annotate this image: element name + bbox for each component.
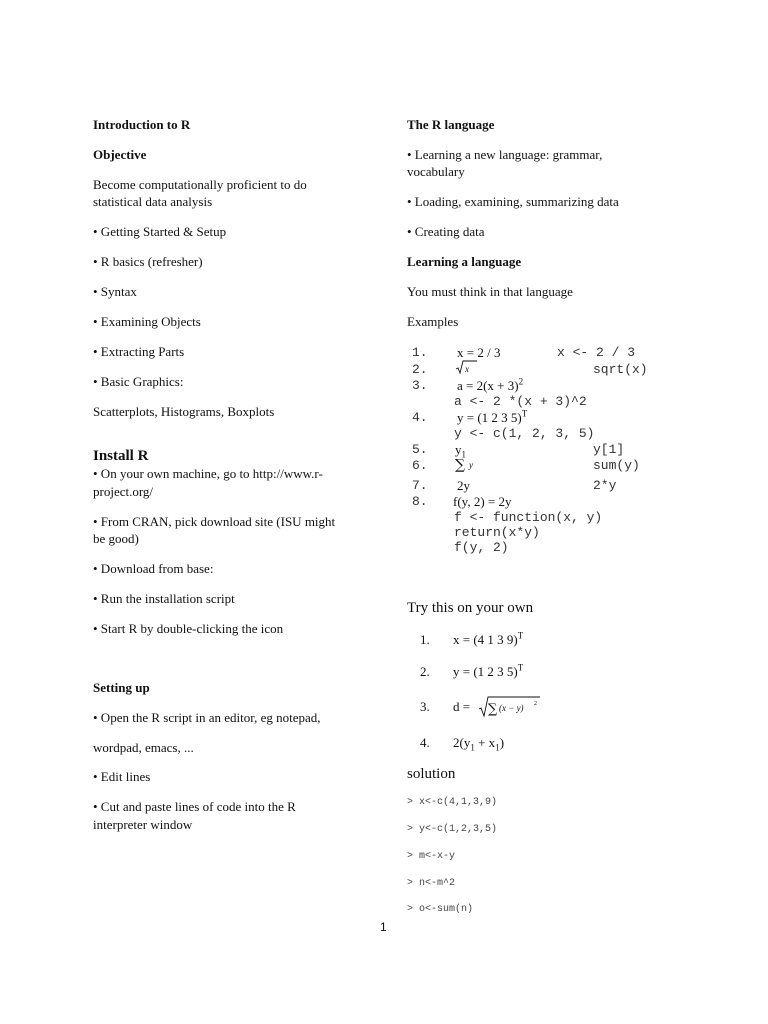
example-number: 8. [412, 494, 428, 509]
lang-bullet-3: • Creating data [407, 224, 485, 239]
example-number: 7. [412, 478, 428, 493]
bullet-item: • Syntax [93, 284, 137, 299]
sqrt-x-formula [455, 359, 479, 379]
example-math: $y_1$ [455, 442, 466, 460]
try-heading: Try this on your own [407, 600, 534, 616]
example-code: f(y, 2) [454, 540, 509, 555]
install-step-1-cont: project.org/ [93, 484, 154, 499]
exercise-number: 3. [420, 699, 430, 714]
setup-step-2: • Edit lines [93, 769, 151, 784]
svg-text:∑: ∑ [488, 702, 498, 717]
code-line: > o<-sum(n) [407, 904, 474, 915]
exercise: d = [453, 699, 471, 714]
example-number: 2. [412, 362, 428, 377]
install-heading: Install R [93, 448, 149, 464]
setup-step-3-cont: interpreter window [93, 817, 193, 832]
example-math: x = 2 / 3 [457, 345, 501, 360]
example-code: sum(y) [593, 458, 640, 473]
svg-text:x: x [465, 364, 469, 374]
example-code: 2*y [593, 478, 617, 493]
example-math: y = (1 2 3 5)$^T$ [457, 408, 528, 425]
example-code: a <- 2 *(x + 3)^2 [454, 394, 587, 409]
graphics-types: Scatterplots, Histograms, Boxplots [93, 404, 275, 419]
objective-text-line1: Become computationally proficient to do [93, 177, 307, 192]
bullet-item: • Getting Started & Setup [93, 224, 227, 239]
exercise-number: 2. [420, 664, 430, 679]
install-step-1: • On your own machine, go to http://www.r- [93, 466, 323, 481]
distance-formula [478, 694, 544, 724]
exercise: x = (4 1 3 9)$^T$ [453, 630, 524, 647]
setup-step-3: • Cut and paste lines of code into the R [93, 799, 296, 814]
bullet-item: • Extracting Parts [93, 344, 185, 359]
example-math: 2y [457, 478, 470, 493]
svg-text:(x − y): (x − y) [499, 703, 524, 713]
install-step-3: • Download from base: [93, 561, 214, 576]
setup-step-1: • Open the R script in an editor, eg notepad, [93, 710, 321, 725]
example-math: f(y, 2) = 2y [453, 494, 512, 509]
install-step-4: • Run the installation script [93, 591, 235, 606]
exercise-number: 1. [420, 632, 430, 647]
page-title: Introduction to R [93, 117, 191, 132]
bullet-item: • Basic Graphics: [93, 374, 184, 389]
bullet-item: • Examining Objects [93, 314, 201, 329]
code-line: > m<-x-y [407, 851, 456, 862]
example-number: 4. [412, 410, 428, 425]
lang-bullet-1-cont: vocabulary [407, 164, 465, 179]
lang-bullet-2: • Loading, examining, summarizing data [407, 194, 619, 209]
exercise: y = (1 2 3 5)$^T$ [453, 662, 524, 679]
page-number: 1 [380, 920, 387, 934]
think-text: You must think in that language [407, 284, 573, 299]
example-number: 1. [412, 345, 428, 360]
example-math: $a = 2(x + 3)^2$ [457, 376, 524, 393]
learning-heading: Learning a language [407, 254, 522, 269]
example-number: 5. [412, 442, 428, 457]
install-step-5: • Start R by double-clicking the icon [93, 621, 284, 636]
lang-bullet-1: • Learning a new language: grammar, [407, 147, 603, 162]
solution-label: solution [407, 766, 456, 782]
code-line: > y<-c(1,2,3,5) [407, 824, 498, 835]
objective-heading: Objective [93, 147, 147, 162]
sum-y-formula [455, 455, 479, 477]
svg-text:2: 2 [534, 701, 537, 707]
example-code: f <- function(x, y) [454, 510, 603, 525]
example-code: return(x*y) [454, 525, 540, 540]
exercise-number: 4. [420, 735, 430, 750]
bullet-item: • R basics (refresher) [93, 254, 203, 269]
example-code: y <- c(1, 2, 3, 5) [454, 426, 595, 441]
example-code: y[1] [593, 442, 625, 457]
example-number: 3. [412, 378, 428, 393]
example-code: x <- 2 / 3 [557, 345, 636, 360]
exercise: $2(y_1 + x_1)$ [453, 735, 505, 753]
objective-text-line2: statistical data analysis [93, 194, 213, 209]
example-code: sqrt(x) [593, 362, 648, 377]
setup-step-1-cont: wordpad, emacs, ... [93, 740, 194, 755]
install-step-2-cont: be good) [93, 531, 139, 546]
install-step-2: • From CRAN, pick download site (ISU might [93, 514, 336, 529]
setup-heading: Setting up [93, 680, 150, 695]
example-number: 6. [412, 458, 428, 473]
code-line: > n<-m^2 [407, 878, 456, 889]
svg-text:y: y [469, 460, 473, 470]
code-line: > x<-c(4,1,3,9) [407, 797, 498, 808]
svg-text:∑: ∑ [455, 457, 465, 473]
r-language-heading: The R language [407, 117, 495, 132]
examples-label: Examples [407, 314, 459, 329]
